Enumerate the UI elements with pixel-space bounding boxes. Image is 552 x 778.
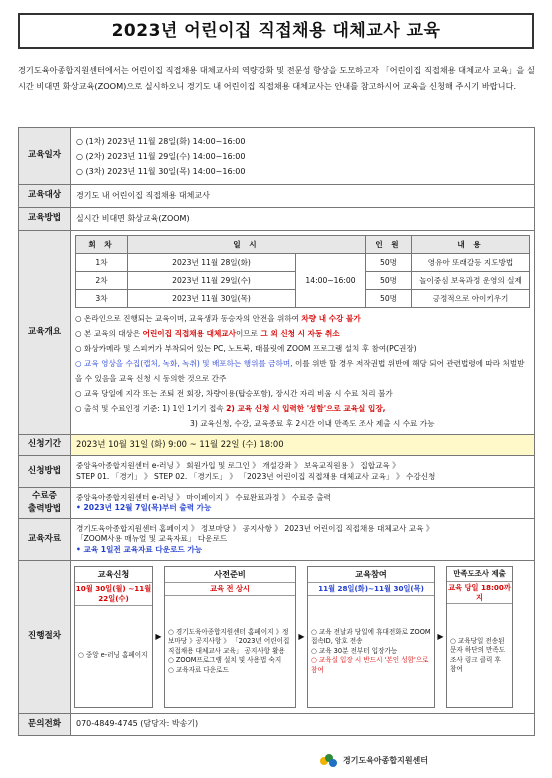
step-prepare: 사전준비 교육 전 상시 ○ 경기도육아종합지원센터 홈페이지 》정보마당 》공지사항 》 「2023년 어린이집 직접채용 대체교사 교육」 공지사항 활용 ○ ZOOM프로그램 설치 및 사용법 숙지 ○ 교육자료 다운로드: [164, 566, 296, 708]
row-period: [19, 435, 535, 456]
cert-line: • 2023년 12월 7일(목)부터 출력 가능: [76, 503, 212, 512]
label-method: 교육방법: [19, 208, 71, 231]
session-table: [75, 235, 530, 308]
step-apply: 교육신청 10월 30일(월) ~11월 22일(수) ○ 중앙 e-러닝 홈페이지: [74, 566, 153, 708]
contact-value: 070-4849-4745 (담당자: 박송기): [71, 714, 535, 736]
org-name: 경기도육아종합지원센터: [343, 755, 429, 765]
col-round: 회 차: [76, 236, 128, 254]
note: ○ 온라인으로 진행되는 교육이며, 교육생과 동승자의 안전을 위하여 차량 내 수강 불가: [75, 314, 361, 323]
label-cert: 수료증 출력방법: [19, 488, 71, 519]
label-overview: 교육개요: [19, 231, 71, 435]
note: ○ 화상카메라 및 스피커가 부착되어 있는 PC, 노트북, 태블릿에 ZOOM 프로그램 설치 후 참여(PC권장): [75, 344, 417, 353]
session-time: 14:00~16:00: [296, 254, 366, 308]
note: ○ 교육 영상을 수집(캡처, 녹화, 녹취) 및 배포하는 행위를 금하며, 이를 위반 할 경우 저작권법 위반에 해당 되어 관련법령에 따라 처벌받을 수 있음을 교육 신청 시 동의한 것으로 간주: [75, 359, 525, 383]
procedure-flow: [74, 563, 531, 711]
step-attend: 교육참여 11월 28일(화)~11월 30일(목) ○ 교육 전날과 당일에 휴대전화로 ZOOM 접속ID, 암호 전송 ○ 교육 30분 전부터 입장가능 ○ 교육실 입장 시 반드시 '본인 성함'으로 참여: [307, 566, 435, 708]
page-title: 2023년 어린이집 직접채용 대체교사 교육: [18, 13, 534, 49]
label-procedure: 진행절차: [19, 561, 71, 714]
table-row: 1차 2023년 11월 28일(화) 14:00~16:00 50명 영유아 또래갈등 지도방법: [76, 254, 530, 272]
date-item: ○ (3차) 2023년 11월 30일(목) 14:00~16:00: [76, 166, 246, 176]
label-period: 신청기간: [19, 435, 71, 456]
material-line: • 교육 1일전 교육자료 다운로드 가능: [76, 544, 203, 554]
step-survey: 만족도조사 제출 교육 당일 18:00까지 ○ 교육당일 전송된 문자 하단의 만족도조사 링크 클릭 후 참여: [446, 566, 513, 708]
row-dates: [19, 128, 535, 185]
row-apply: [19, 456, 535, 488]
note: ○ 본 교육의 대상은 어린이집 직접채용 대체교사이므로 그 외 신청 시 자동 취소: [75, 329, 340, 338]
row-cert: [19, 488, 535, 519]
label-apply: 신청방법: [19, 456, 71, 488]
row-material: [19, 519, 535, 561]
intro-paragraph: 경기도육아종합지원센터에서는 어린이집 직접채용 대체교사의 역량강화 및 전문성 향상을 도모하고자 「어린이집 직접채용 대체교사 교육」을 실시간 비대면 화상교육(ZOOM)으로 실시하오니 경기도 내 어린이집 직접채용 대체교사는 안내를 참고하시어 교육을 신청해 주시기 바랍니다.: [18, 65, 535, 91]
apply-line: 중앙육아종합지원센터 e-러닝 》 회원가입 및 로그인 》 개설강좌 》 보육교직원용 》 집합교육 》: [76, 461, 400, 471]
cert-line: 중앙육아종합지원센터 e-러닝 》 마이페이지 》 수료완료과정 》 수료증 출력: [76, 492, 331, 502]
label-contact: 문의전화: [19, 714, 71, 736]
arrow-right-icon: ▶: [298, 631, 305, 641]
date-item: ○ (1차) 2023년 11월 28일(화) 14:00~16:00: [76, 136, 246, 146]
material-line: 「ZOOM사용 매뉴얼 및 교육자료」 다운로드: [76, 534, 228, 544]
org-logo-icon: [320, 754, 338, 768]
row-target: [19, 185, 535, 208]
date-item: ○ (2차) 2023년 11월 29일(수) 14:00~16:00: [76, 151, 246, 161]
label-material: 교육자료: [19, 519, 71, 561]
table-row: 3차 2023년 11월 30일(목) 50명 긍정적으로 아이키우기: [76, 290, 530, 308]
label-dates: 교육일자: [19, 128, 71, 185]
info-table: [18, 127, 535, 736]
period-value: 2023년 10월 31일 (화) 9:00 ~ 11월 22일 (수) 18:00: [71, 435, 535, 456]
col-people: 인 원: [366, 236, 412, 254]
table-row: 2차 2023년 11월 29일(수) 50명 놀이중심 보육과정 운영의 실제: [76, 272, 530, 290]
note: ○ 교육 당일에 지각 또는 조퇴 전 회장, 차량이용(탑승포함), 장시간 자리 비움 시 수료 처리 불가: [75, 389, 393, 398]
label-target: 교육대상: [19, 185, 71, 208]
row-method: [19, 208, 535, 231]
note: ○ 출석 및 수료인정 기준: 1) 1인 1기기 접속 2) 교육 신청 시 입력한 '성함'으로 교육실 입장,: [75, 404, 386, 413]
method-value: 실시간 비대면 화상교육(ZOOM): [71, 208, 535, 231]
row-procedure: [19, 561, 535, 714]
material-line: 경기도육아종합지원센터 홈페이지 》 정보마당 》 공지사항 》 2023년 어린이집 직접채용 대체교사 교육 》: [76, 524, 434, 534]
apply-line: STEP 01. 「경기」 》 STEP 02. 「경기도」 》 「2023년 어린이집 직접채용 대체교사 교육」 》 수강신청: [76, 471, 436, 481]
col-datetime: 일 시: [128, 236, 366, 254]
row-contact: [19, 714, 535, 736]
row-overview: [19, 231, 535, 435]
arrow-right-icon: ▶: [437, 631, 444, 641]
footer-logo: [320, 754, 428, 768]
note: 3) 교육신청, 수강, 교육종료 후 2시간 이내 만족도 조사 제출 시 수료 가능: [190, 419, 435, 428]
arrow-right-icon: ▶: [155, 631, 162, 641]
col-content: 내 용: [412, 236, 530, 254]
target-value: 경기도 내 어린이집 직접채용 대체교사: [71, 185, 535, 208]
